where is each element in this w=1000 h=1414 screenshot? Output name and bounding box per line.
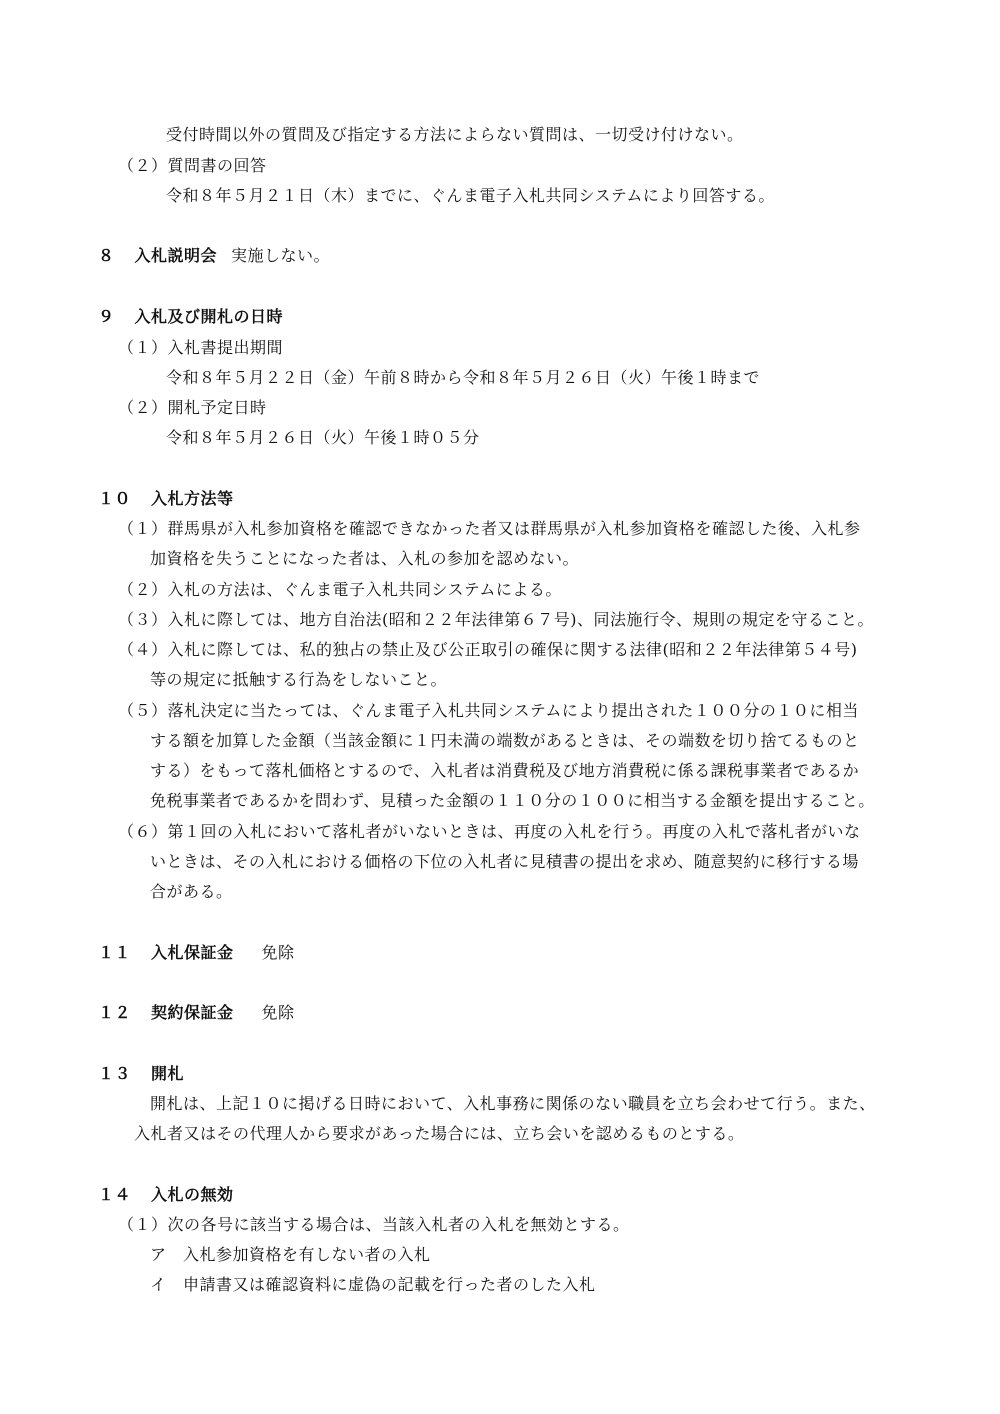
section-10-line: （３）入札に際しては、地方自治法(昭和２２年法律第６７号)、同法施行令、規則の規定を守ること。 xyxy=(118,610,874,629)
section-12-number: １２ xyxy=(98,1003,132,1022)
section-10-line: （６）第１回の入札において落札者がいないときは、再度の入札を行う。再度の入札で落札者がいな xyxy=(118,822,861,841)
section-10-line: いときは、その入札における価格の下位の入札者に見積書の提出を求め、随意契約に移行する場 xyxy=(150,852,859,871)
section-8-heading xyxy=(98,246,330,266)
section-9-item-1-label: （１）入札書提出期間 xyxy=(118,338,284,357)
section-9-item-2-label: （２）開札予定日時 xyxy=(118,398,267,417)
section-14-line: ア 入札参加資格を有しない者の入札 xyxy=(150,1245,431,1264)
section-13-number: １３ xyxy=(98,1064,132,1083)
section-9-item-2-text: 令和８年５月２６日（火）午後１時０５分 xyxy=(166,428,480,447)
section-10-line: （２）入札の方法は、ぐんま電子入札共同システムによる。 xyxy=(118,580,562,599)
section-12-note: 免除 xyxy=(261,1003,295,1022)
section-8-note: 実施しない。 xyxy=(231,246,331,265)
section-13-title: 開札 xyxy=(151,1064,185,1083)
section-10-heading xyxy=(98,489,234,509)
section-14-line: イ 申請書又は確認資料に虚偽の記載を行った者のした入札 xyxy=(150,1275,596,1294)
section-10-line: （５）落札決定に当たっては、ぐんま電子入札共同システムにより提出された１００分の１０に相当 xyxy=(118,701,859,720)
section-9-item-1-text: 令和８年５月２２日（金）午前８時から令和８年５月２６日（火）午後１時まで xyxy=(166,368,761,387)
section-12-title: 契約保証金 xyxy=(151,1003,234,1022)
section-13-heading xyxy=(98,1064,184,1084)
section-10-line: 免税事業者であるかを問わず、見積った金額の１１０分の１００に相当する金額を提出すること。 xyxy=(150,791,875,810)
section-13-line: 入札者又はその代理人から要求があった場合には、立ち会いを認めるものとする。 xyxy=(134,1124,745,1143)
section-10-line: 等の規定に抵触する行為をしないこと。 xyxy=(150,670,448,689)
section-10-line: 合がある。 xyxy=(150,882,233,901)
section-10-line: （１）群馬県が入札参加資格を確認できなかった者又は群馬県が入札参加資格を確認した後、入札参 xyxy=(118,519,861,538)
section-10-title: 入札方法等 xyxy=(151,489,234,508)
section-10-line: する）をもって落札価格とするので、入札者は消費税及び地方消費税に係る課税事業者であるか xyxy=(150,761,860,780)
section-10-line: （４）入札に際しては、私的独占の禁止及び公正取引の確保に関する法律(昭和２２年法律第５４号) xyxy=(118,640,858,659)
section-10-line: する額を加算した金額（当該金額に１円未満の端数があるときは、その端数を切り捨てるものと xyxy=(150,731,860,750)
section-10-line: 加資格を失うことになった者は、入札の参加を認めない。 xyxy=(150,549,580,568)
section-11-note: 免除 xyxy=(261,943,295,962)
section-10-number: １０ xyxy=(98,489,132,508)
para-7-1-end: 受付時間以外の質問及び指定する方法によらない質問は、一切受け付けない。 xyxy=(166,125,744,144)
section-14-line: （１）次の各号に該当する場合は、当該入札者の入札を無効とする。 xyxy=(118,1215,630,1234)
section-11-heading xyxy=(98,943,295,963)
section-9-number: ９ xyxy=(98,307,115,326)
section-13-line: 開札は、上記１０に掲げる日時において、入札事務に関係のない職員を立ち会わせて行う。また、 xyxy=(150,1094,876,1113)
section-8-title: 入札説明会 xyxy=(134,246,218,265)
item-7-2-label: （２）質問書の回答 xyxy=(118,156,267,175)
section-11-title: 入札保証金 xyxy=(151,943,234,962)
section-14-number: １４ xyxy=(98,1185,132,1204)
item-7-2-text: 令和８年５月２１日（木）までに、ぐんま電子入札共同システムにより回答する。 xyxy=(166,186,775,205)
section-11-number: １１ xyxy=(98,943,132,962)
section-9-heading xyxy=(98,307,283,327)
section-8-number: ８ xyxy=(98,246,115,265)
section-14-heading xyxy=(98,1185,234,1205)
section-14-title: 入札の無効 xyxy=(151,1185,234,1204)
section-12-heading xyxy=(98,1003,295,1023)
section-9-title: 入札及び開札の日時 xyxy=(134,307,284,326)
